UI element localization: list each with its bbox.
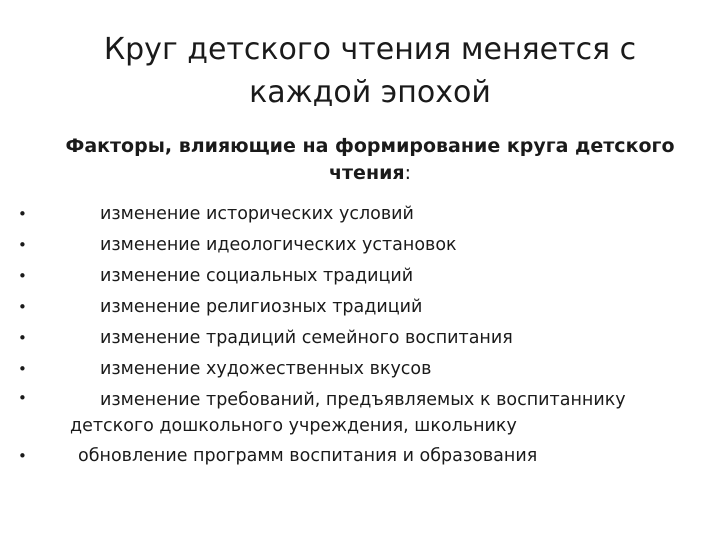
list-item <box>18 354 708 385</box>
list-item <box>18 230 708 261</box>
list-item <box>18 441 708 472</box>
slide-title: Круг детского чтения меняется с каждой эпохой <box>103 32 637 110</box>
bullet-icon: • <box>18 360 27 378</box>
factor-list <box>18 199 708 472</box>
subtitle-text: Факторы, влияющие на формирование круга детского чтения <box>65 135 675 184</box>
bullet-icon: • <box>18 267 27 285</box>
list-item-text: обновление программ воспитания и образования <box>78 446 538 466</box>
bullet-icon: • <box>18 389 27 407</box>
list-item-text: изменение традиций семейного воспитания <box>100 328 513 348</box>
list-item-text: изменение художественных вкусов <box>100 359 432 379</box>
list-item-text: изменение идеологических установок <box>100 235 457 255</box>
bullet-icon: • <box>18 205 27 223</box>
list-item-text: изменение социальных традиций <box>100 266 414 286</box>
list-item <box>18 199 708 230</box>
bullet-icon: • <box>18 298 27 316</box>
list-item <box>18 292 708 323</box>
list-item-text-line2: детского дошкольного учреждения, школьнику <box>70 416 517 436</box>
bullet-icon: • <box>18 329 27 347</box>
list-item <box>18 323 708 354</box>
slide-subtitle <box>60 133 680 187</box>
subtitle-colon: : <box>404 162 411 184</box>
list-item <box>18 261 708 292</box>
list-item-text: изменение исторических условий <box>100 204 414 224</box>
list-item-text-line1: изменение требований, предъявляемых к воспитаннику <box>100 390 626 410</box>
list-item <box>18 385 708 441</box>
bullet-icon: • <box>18 447 27 465</box>
bullet-icon: • <box>18 236 27 254</box>
list-item-text: изменение религиозных традиций <box>100 297 423 317</box>
